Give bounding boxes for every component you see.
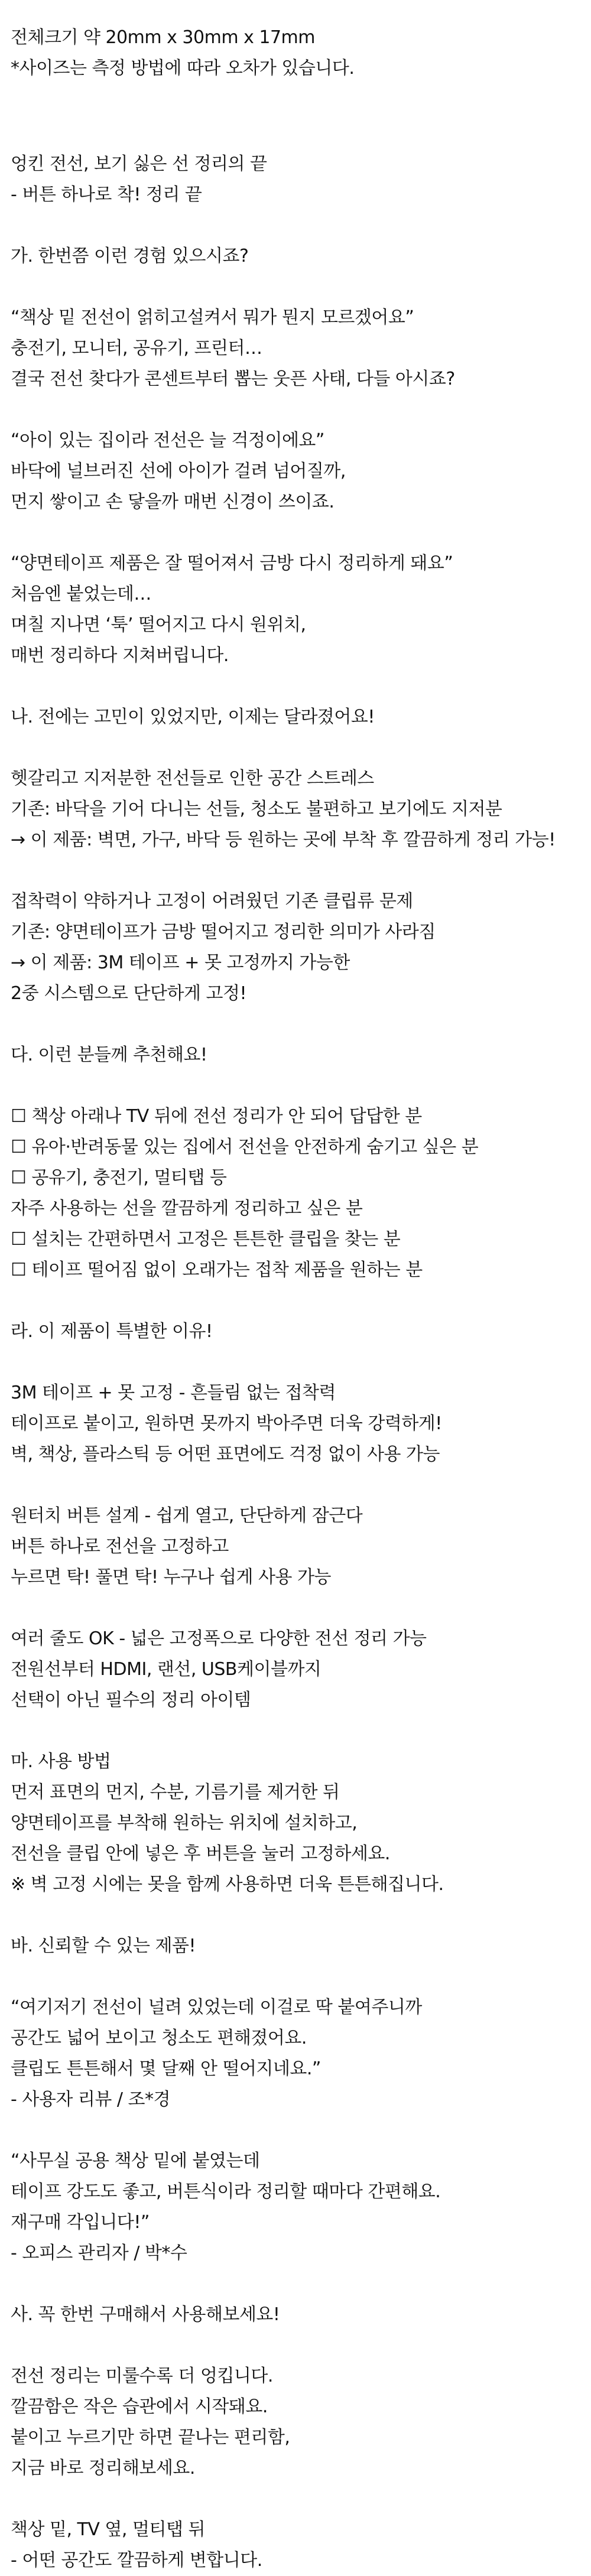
review-line: 클립도 튼튼해서 몇 달째 안 떨어지네요.” <box>11 2058 321 2079</box>
review-line: 재구매 각입니다!” <box>11 2212 150 2233</box>
text-line: 전선을 클립 안에 넣은 후 버튼을 눌러 고정하세요. <box>11 1843 390 1864</box>
text-line: → 이 제품: 벽면, 가구, 바닥 등 원하는 곳에 부착 후 깔끔하게 정리 가능! <box>11 830 556 850</box>
text-line: 책상 밑, TV 옆, 멀티탭 뒤 <box>11 2519 205 2540</box>
text-line: 먼저 표면의 먼지, 수분, 기름기를 제거한 뒤 <box>11 1782 340 1803</box>
review-line: 테이프 강도도 좋고, 버튼식이라 정리할 때마다 간편해요. <box>11 2181 441 2202</box>
list-item: ☐ 책상 아래나 TV 뒤에 전선 정리가 안 되어 답답한 분 <box>11 1106 422 1127</box>
review-author: - 오피스 관리자 / 박*수 <box>11 2243 187 2263</box>
section-heading-ra: 라. 이 제품이 특별한 이유! <box>11 1321 213 1342</box>
section-heading-na: 나. 전에는 고민이 있었지만, 이제는 달라졌어요! <box>11 707 375 727</box>
section-heading-ba: 바. 신뢰할 수 있는 제품! <box>11 1936 196 1956</box>
intro-title: 엉킨 전선, 보기 싫은 선 정리의 끝 <box>11 154 267 174</box>
section-heading-ga: 가. 한번쯤 이런 경험 있으시죠? <box>11 246 249 266</box>
section-heading-sa: 사. 꼭 한번 구매해서 사용해보세요! <box>11 2304 280 2325</box>
text-line: 버튼 하나로 전선을 고정하고 <box>11 1536 229 1557</box>
section-heading-da: 다. 이런 분들께 추천해요! <box>11 1045 207 1065</box>
text-line: 선택이 아닌 필수의 정리 아이템 <box>11 1690 251 1710</box>
section-heading-ma: 마. 사용 방법 <box>11 1751 111 1772</box>
list-item: ☐ 설치는 간편하면서 고정은 튼튼한 클립을 찾는 분 <box>11 1229 401 1250</box>
text-line: 붙이고 누르기만 하면 끝나는 편리함, <box>11 2427 290 2448</box>
text-line: 누르면 탁! 풀면 탁! 누구나 쉽게 사용 가능 <box>11 1567 331 1588</box>
list-item: ☐ 테이프 떨어짐 없이 오래가는 접착 제품을 원하는 분 <box>11 1260 423 1280</box>
text-line: 며칠 지나면 ‘툭’ 떨어지고 다시 원위치, <box>11 614 306 635</box>
review-line: 공간도 넓어 보이고 청소도 편해졌어요. <box>11 2028 307 2048</box>
text-line: 양면테이프를 부착해 원하는 위치에 설치하고, <box>11 1813 358 1833</box>
text-line: 헷갈리고 지저분한 전선들로 인한 공간 스트레스 <box>11 768 374 789</box>
text-line: 먼지 쌓이고 손 닿을까 매번 신경이 쓰이죠. <box>11 492 335 512</box>
size-note: *사이즈는 측정 방법에 따라 오차가 있습니다. <box>11 58 355 79</box>
text-line: 전원선부터 HDMI, 랜선, USB케이블까지 <box>11 1659 322 1680</box>
text-line: 기존: 양면테이프가 금방 떨어지고 정리한 의미가 사라짐 <box>11 922 436 942</box>
text-line: “아이 있는 집이라 전선은 늘 걱정이에요” <box>11 430 324 451</box>
text-line: 테이프로 붙이고, 원하면 못까지 박아주면 더욱 강력하게! <box>11 1413 442 1434</box>
text-line: “양면테이프 제품은 잘 떨어져서 금방 다시 정리하게 돼요” <box>11 553 453 574</box>
text-line: 원터치 버튼 설계 - 쉽게 열고, 단단하게 잠근다 <box>11 1505 363 1526</box>
review-line: “여기저기 전선이 널려 있었는데 이걸로 딱 붙여주니까 <box>11 1997 422 2018</box>
text-line: → 이 제품: 3M 테이프 + 못 고정까지 가능한 <box>11 952 350 973</box>
text-line: - 어떤 공간도 깔끔하게 변합니다. <box>11 2550 262 2571</box>
text-line: 전선 정리는 미룰수록 더 엉킵니다. <box>11 2366 273 2386</box>
text-line: 지금 바로 정리해보세요. <box>11 2458 195 2479</box>
text-line: 여러 줄도 OK - 넓은 고정폭으로 다양한 전선 정리 가능 <box>11 1628 427 1649</box>
list-item: ☐ 유아·반려동물 있는 집에서 전선을 안전하게 숨기고 싶은 분 <box>11 1137 479 1157</box>
text-line: 벽, 책상, 플라스틱 등 어떤 표면에도 걱정 없이 사용 가능 <box>11 1444 440 1465</box>
text-line: 접착력이 약하거나 고정이 어려웠던 기존 클립류 문제 <box>11 891 413 912</box>
intro-subtitle: - 버튼 하나로 착! 정리 끝 <box>11 184 202 205</box>
text-line: 기존: 바닥을 기어 다니는 선들, 청소도 불편하고 보기에도 지저분 <box>11 799 502 819</box>
text-line: 충전기, 모니터, 공유기, 프린터… <box>11 338 262 359</box>
text-line: 매번 정리하다 지쳐버립니다. <box>11 645 229 666</box>
text-line: 처음엔 붙었는데… <box>11 584 151 604</box>
text-line: 바닥에 널브러진 선에 아이가 걸려 넘어질까, <box>11 461 346 482</box>
text-line: 깔끔함은 작은 습관에서 시작돼요. <box>11 2396 268 2417</box>
list-item: ☐ 공유기, 충전기, 멀티탭 등 <box>11 1167 227 1188</box>
review-line: “사무실 공용 책상 밑에 붙였는데 <box>11 2151 260 2171</box>
text-line: ※ 벽 고정 시에는 못을 함께 사용하면 더욱 튼튼해집니다. <box>11 1874 444 1895</box>
size-line: 전체크기 약 20mm x 30mm x 17mm <box>11 27 315 48</box>
list-item: 자주 사용하는 선을 깔끔하게 정리하고 싶은 분 <box>11 1198 363 1219</box>
text-line: “책상 밑 전선이 얽히고설켜서 뭐가 뭔지 모르겠어요” <box>11 307 414 328</box>
text-line: 3M 테이프 + 못 고정 - 흔들림 없는 접착력 <box>11 1383 336 1403</box>
text-line: 2중 시스템으로 단단하게 고정! <box>11 983 246 1004</box>
text-line: 결국 전선 찾다가 콘센트부터 뽑는 웃픈 사태, 다들 아시죠? <box>11 369 455 389</box>
review-author: - 사용자 리뷰 / 조*경 <box>11 2089 170 2110</box>
